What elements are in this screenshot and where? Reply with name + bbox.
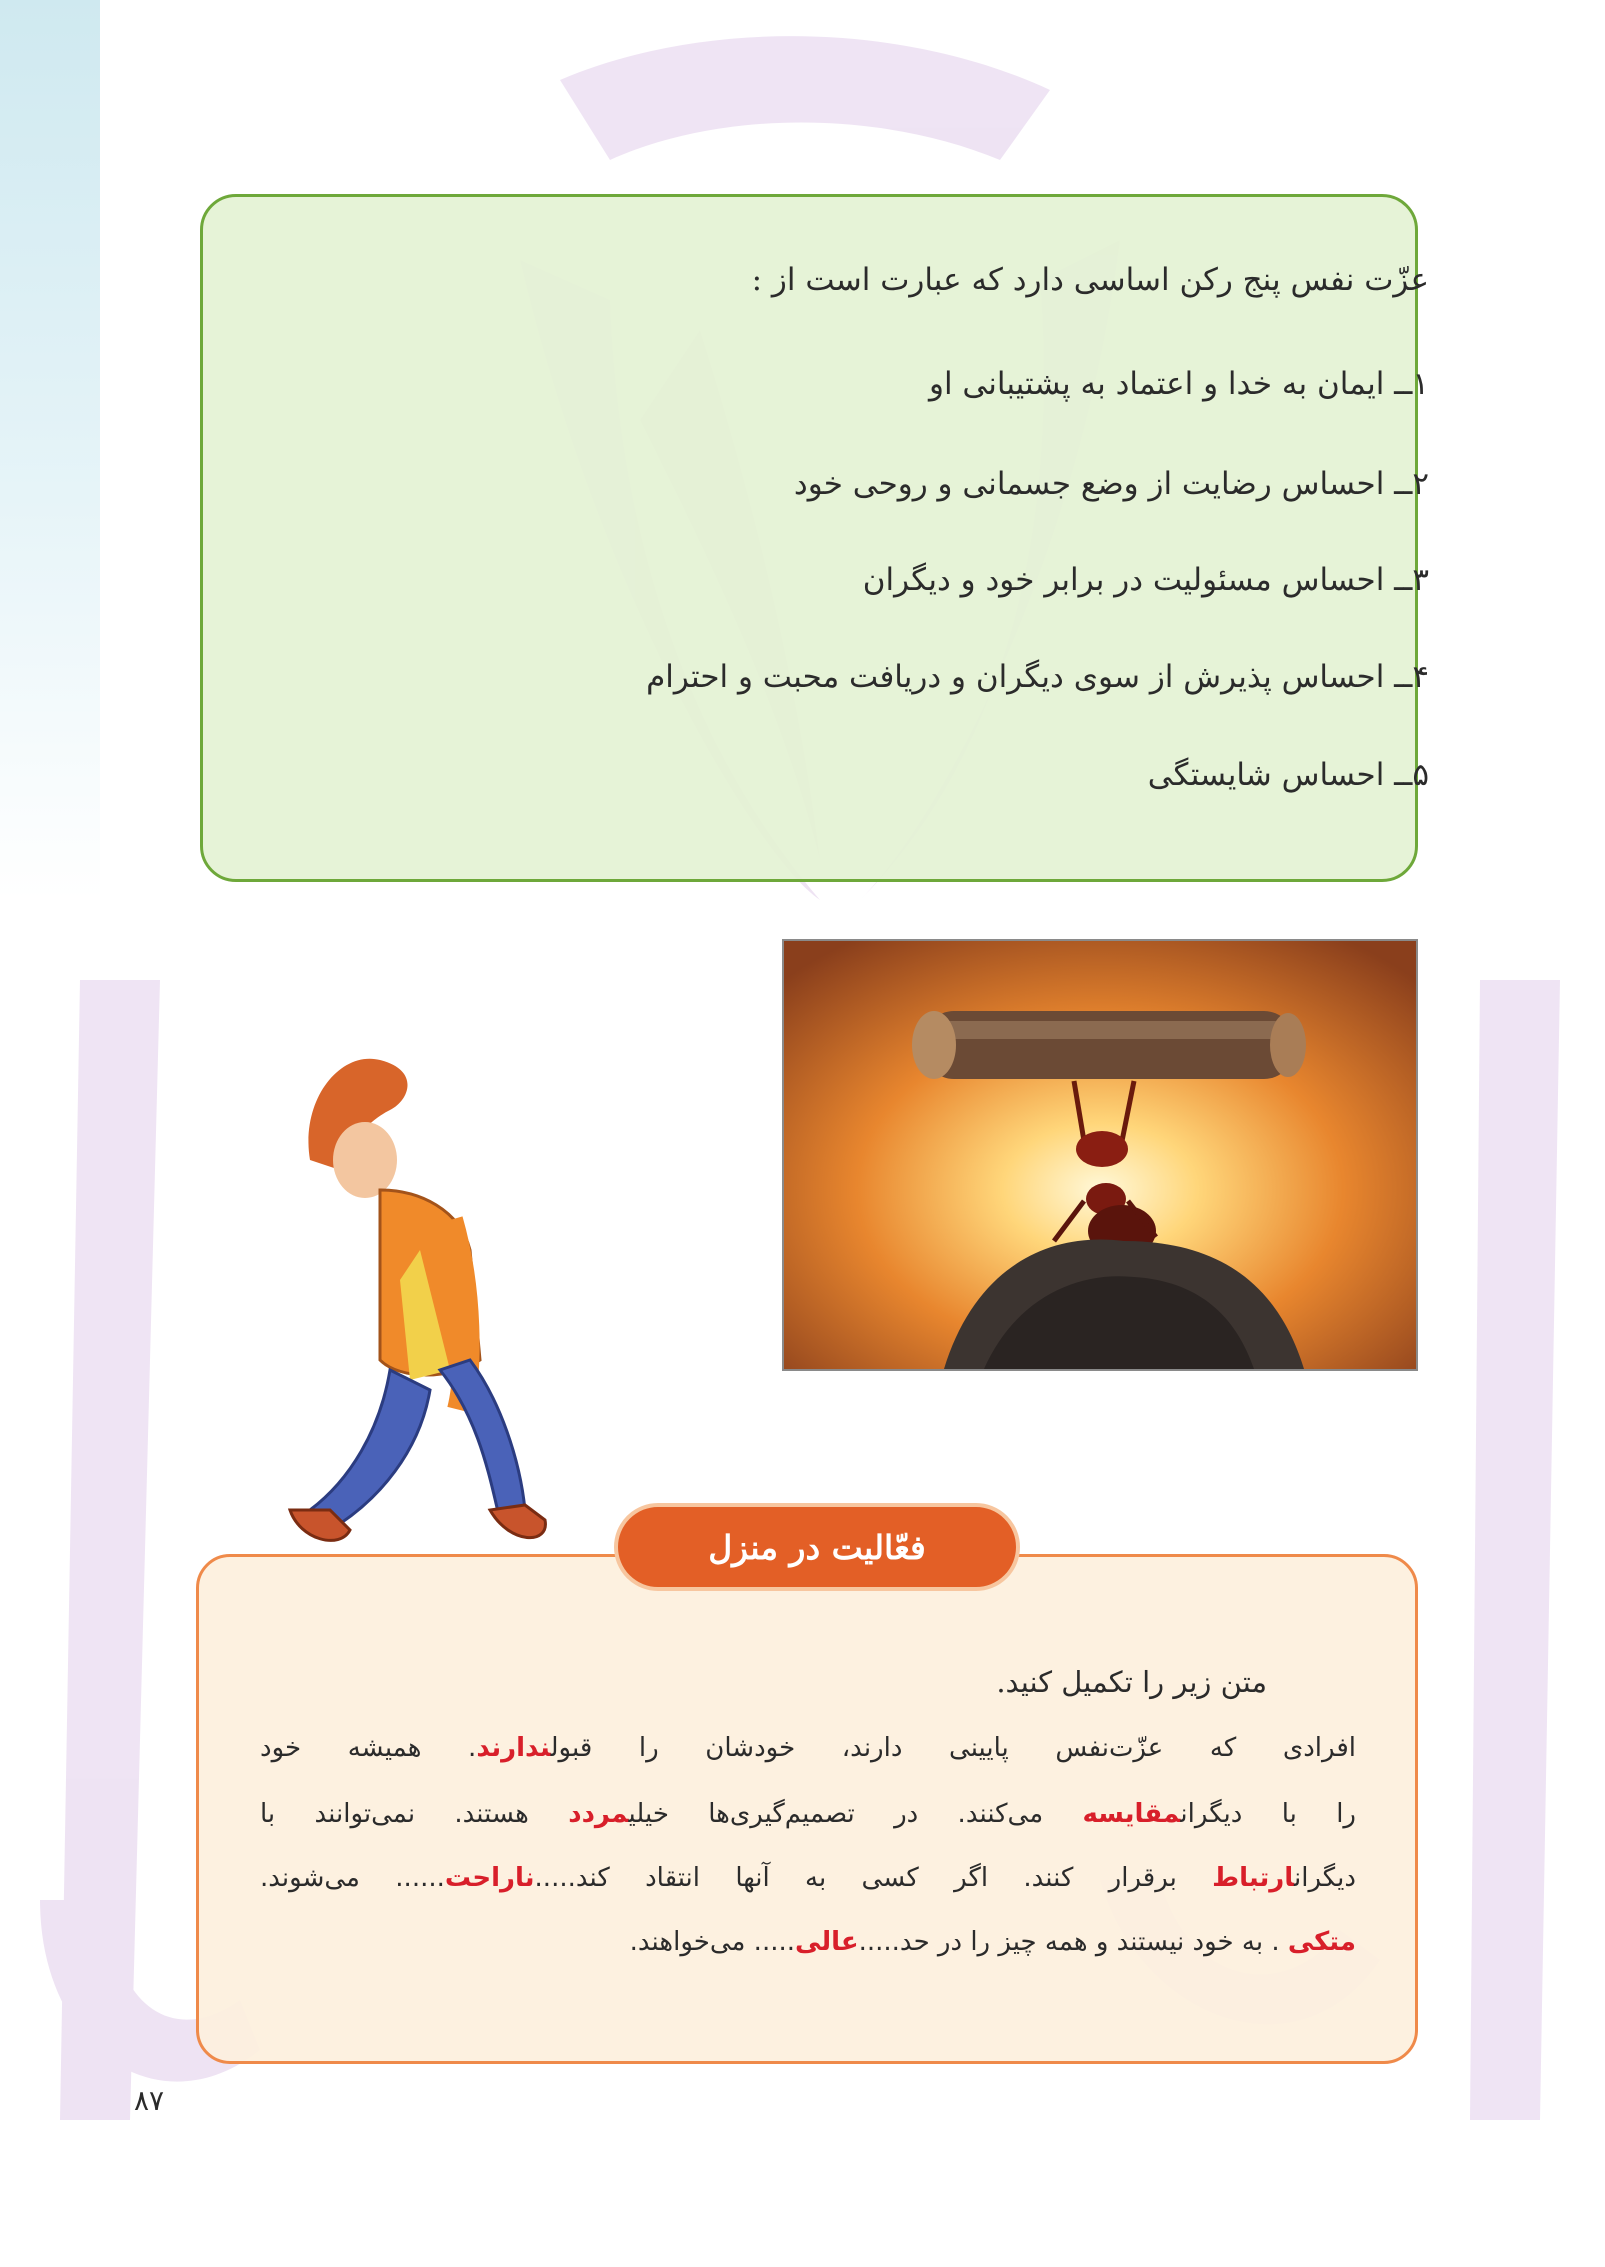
line3-text-before: دیگران <box>1294 1863 1356 1893</box>
answer-moghayese: مقایسه <box>1082 1799 1181 1829</box>
line3-text-middle: برقرار کنند. اگر کسی به آنها انتقاد کند..... <box>534 1863 1213 1893</box>
ant-lifting-log-photo <box>782 939 1418 1371</box>
home-activity-title-badge <box>614 1503 1020 1591</box>
home-activity-instruction: متن زیر را تکمیل کنید. <box>996 1665 1267 1699</box>
line2-text-before: را با دیگران <box>1180 1799 1356 1829</box>
answer-narahat: ناراحت <box>444 1863 535 1893</box>
answer-mottaki: متکی <box>1287 1927 1356 1957</box>
answer-aali: عالی <box>795 1927 859 1957</box>
answer-ertebat: ارتباط <box>1212 1863 1294 1893</box>
line2-text-middle: می‌کنند. در تصمیم‌گیری‌ها خیلی <box>628 1799 1083 1829</box>
self-esteem-item-3: ۳ــ احساس مسئولیت در برابر خود و دیگران <box>862 562 1429 598</box>
self-esteem-item-1: ۱ــ ایمان به خدا و اعتماد به پشتیبانی او <box>928 366 1429 402</box>
home-activity-title: فعّالیت در منزل <box>708 1527 926 1567</box>
line2-text-after: هستند. نمی‌توانند با <box>260 1799 569 1829</box>
activity-line-3 <box>260 1863 1356 1893</box>
answer-moraddad: مردد <box>568 1799 629 1829</box>
self-esteem-item-2: ۲ــ احساس رضایت از وضع جسمانی و روحی خود <box>793 466 1429 502</box>
self-esteem-item-5: ۵ــ احساس شایستگی <box>1147 757 1429 793</box>
self-esteem-item-4: ۴ــ احساس پذیرش از سوی دیگران و دریافت محبت و احترام <box>646 659 1429 695</box>
line1-text-before: افرادی که عزّت‌نفس پایینی دارند، خودشان را قبول <box>550 1733 1357 1763</box>
self-esteem-intro: عزّت نفس پنج رکن اساسی دارد که عبارت است از : <box>751 262 1429 298</box>
line1-text-after: . همیشه خود <box>260 1733 477 1763</box>
answer-nadarand: ندارند <box>476 1733 551 1763</box>
activity-line-2 <box>260 1799 1356 1829</box>
page-number: ۸۷ <box>134 2084 165 2117</box>
sad-walking-man-illustration <box>270 1040 610 1560</box>
line4-text-middle: . به خود نیستند و همه چیز را در حد..... <box>858 1927 1288 1957</box>
activity-line-1 <box>260 1733 1356 1763</box>
line4-text-after: ..... می‌خواهند. <box>629 1927 796 1957</box>
activity-line-4 <box>260 1927 1356 1957</box>
line3-text-after: ...... می‌شوند. <box>260 1863 445 1893</box>
